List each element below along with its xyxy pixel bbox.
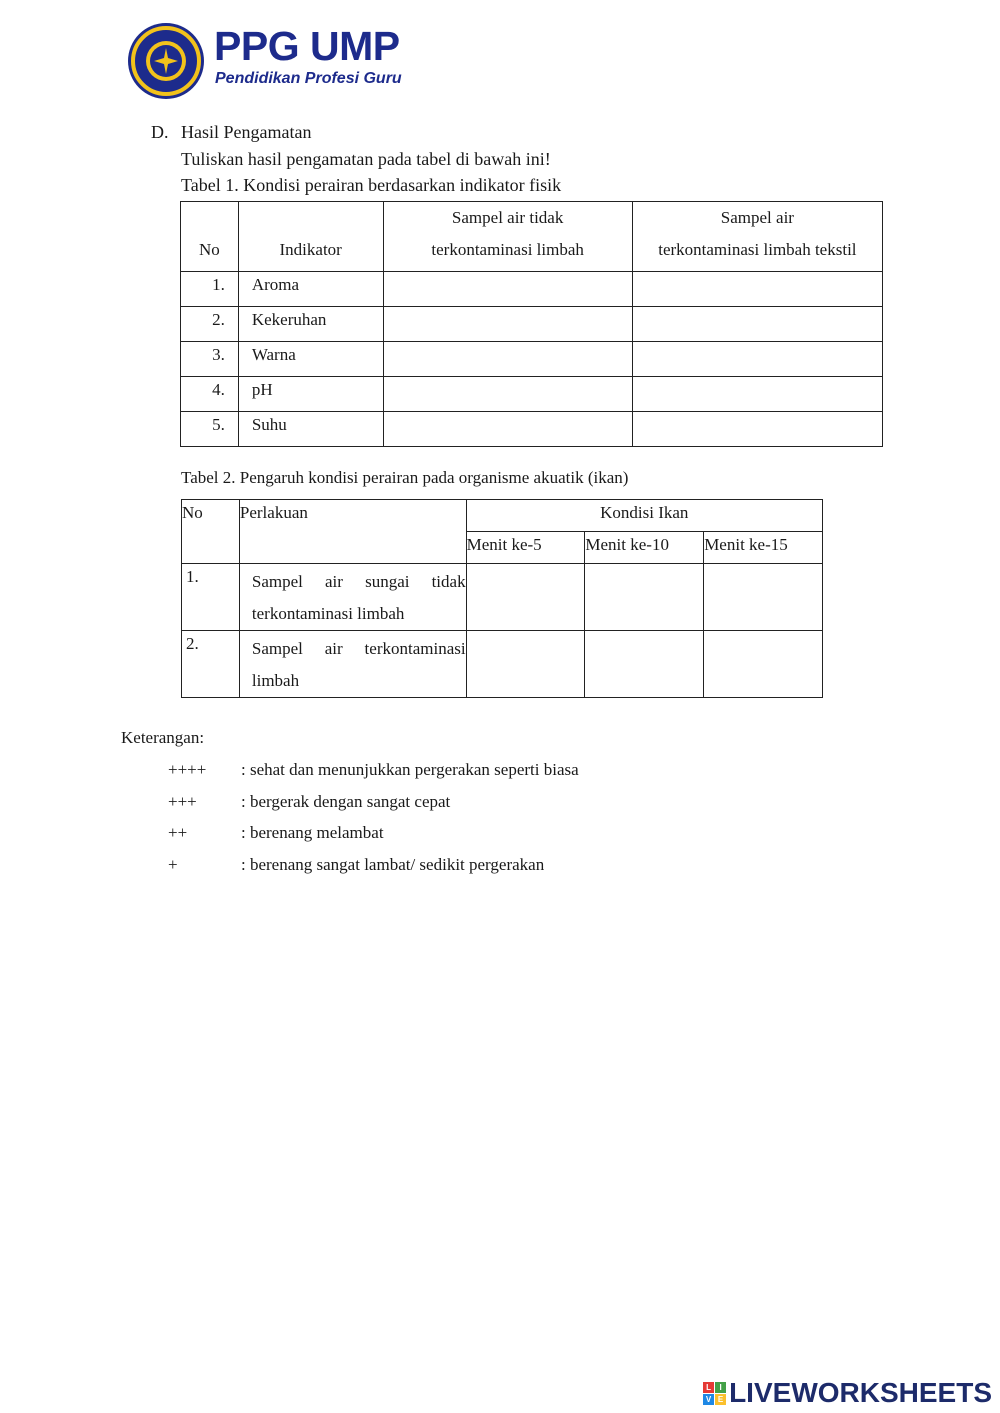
table2-header-menit15: Menit ke-15 — [704, 532, 823, 564]
answer-cell[interactable] — [632, 307, 882, 342]
university-emblem-logo — [127, 22, 205, 100]
perlakuan-line: Sampel air terkontaminasi — [251, 639, 466, 658]
row-indikator: Aroma — [238, 272, 383, 307]
logo-block: I — [715, 1382, 726, 1393]
answer-cell[interactable] — [585, 631, 704, 698]
logo-block: L — [703, 1382, 714, 1393]
table-row — [181, 342, 883, 377]
table2-caption: Tabel 2. Pengaruh kondisi perairan pada organisme akuatik (ikan) — [181, 468, 629, 487]
legend-description: : bergerak dengan sangat cepat — [241, 792, 451, 811]
section-letter: D. — [151, 122, 169, 142]
row-indikator: Warna — [238, 342, 383, 377]
watermark-text: LIVEWORKSHEETS — [729, 1377, 992, 1408]
table-row — [182, 631, 823, 698]
legend-description: : sehat dan menunjukkan pergerakan seperti biasa — [241, 760, 579, 779]
answer-cell[interactable] — [383, 307, 632, 342]
answer-cell[interactable] — [383, 377, 632, 412]
answer-cell[interactable] — [383, 272, 632, 307]
table-row — [181, 272, 883, 307]
logo-title: PPG UMP — [214, 23, 400, 69]
logo-block: V — [703, 1394, 714, 1405]
answer-cell[interactable] — [632, 272, 882, 307]
row-number: 1. — [182, 564, 240, 631]
row-number: 2. — [182, 631, 240, 698]
row-indikator: Kekeruhan — [238, 307, 383, 342]
answer-cell[interactable] — [704, 564, 823, 631]
legend-description: : berenang sangat lambat/ sedikit pergerakan — [241, 855, 545, 874]
row-number: 2. — [181, 307, 239, 342]
legend-description: : berenang melambat — [241, 823, 384, 842]
section-title: Hasil Pengamatan — [181, 122, 312, 142]
table-row — [182, 564, 823, 631]
table1-header-sampel-textile: Sampel air terkontaminasi limbah tekstil — [632, 202, 882, 272]
logo-block: E — [715, 1394, 726, 1405]
perlakuan-line: Sampel air sungai tidak — [251, 572, 466, 591]
table2-header-kondisi-ikan: Kondisi Ikan — [466, 500, 822, 532]
table2-header-menit5: Menit ke-5 — [466, 532, 585, 564]
legend-symbol: +++ — [168, 792, 197, 811]
answer-cell[interactable] — [632, 377, 882, 412]
table1-physical-indicators — [180, 201, 883, 447]
answer-cell[interactable] — [704, 631, 823, 698]
perlakuan-line: terkontaminasi limbah — [251, 604, 405, 623]
legend-symbol: ++ — [168, 823, 188, 842]
table-row — [181, 307, 883, 342]
liveworksheets-logo-icon — [703, 1382, 726, 1405]
table2-header-perlakuan: Perlakuan — [239, 500, 466, 564]
answer-cell[interactable] — [585, 564, 704, 631]
table1-header-no: No — [181, 202, 239, 272]
logo-subtitle: Pendidikan Profesi Guru — [215, 70, 402, 87]
answer-cell[interactable] — [632, 342, 882, 377]
legend-title: Keterangan: — [121, 728, 205, 747]
liveworksheets-watermark — [703, 1376, 992, 1410]
table-row — [181, 377, 883, 412]
row-number: 5. — [181, 412, 239, 447]
table1-caption: Tabel 1. Kondisi perairan berdasarkan indikator fisik — [181, 175, 562, 195]
instruction-text: Tuliskan hasil pengamatan pada tabel di bawah ini! — [181, 149, 551, 169]
answer-cell[interactable] — [466, 564, 585, 631]
answer-cell[interactable] — [466, 631, 585, 698]
legend-symbol: + — [168, 855, 178, 874]
answer-cell[interactable] — [383, 412, 632, 447]
row-number: 3. — [181, 342, 239, 377]
row-number: 4. — [181, 377, 239, 412]
table2-fish-condition — [181, 499, 823, 698]
row-indikator: pH — [238, 377, 383, 412]
table-row — [181, 412, 883, 447]
row-perlakuan — [239, 564, 466, 631]
table1-header-indikator: Indikator — [238, 202, 383, 272]
perlakuan-line: limbah — [251, 671, 300, 690]
row-number: 1. — [181, 272, 239, 307]
table1-header-sampel-uncontaminated: Sampel air tidak terkontaminasi limbah — [383, 202, 632, 272]
answer-cell[interactable] — [383, 342, 632, 377]
row-indikator: Suhu — [238, 412, 383, 447]
legend-symbol: ++++ — [168, 760, 207, 779]
table2-header-menit10: Menit ke-10 — [585, 532, 704, 564]
row-perlakuan — [239, 631, 466, 698]
answer-cell[interactable] — [632, 412, 882, 447]
table2-header-no: No — [182, 500, 240, 564]
